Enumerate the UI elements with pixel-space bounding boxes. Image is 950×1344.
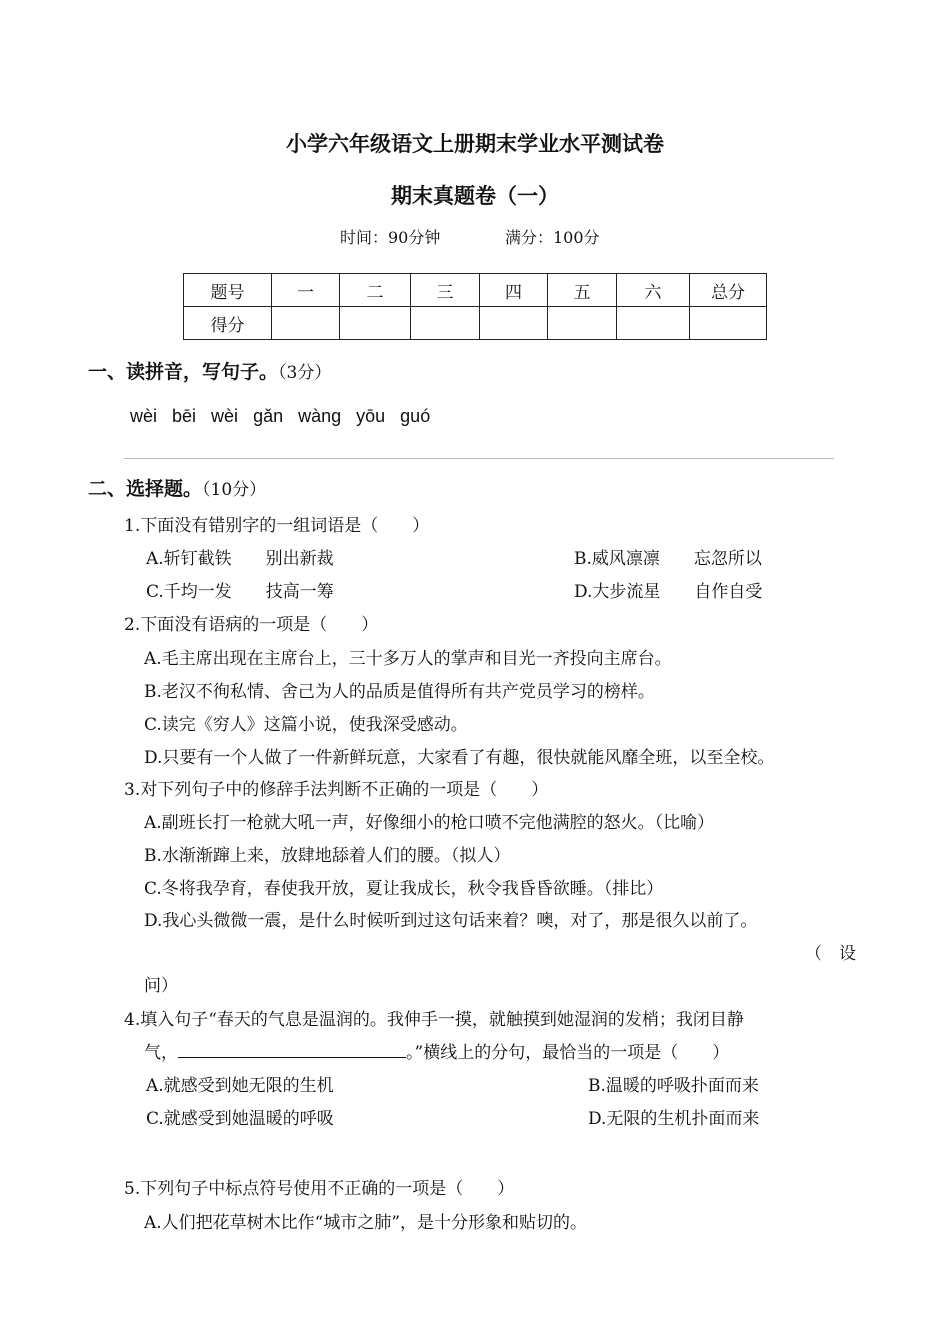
exam-title: 小学六年级语文上册期末学业水平测试卷	[286, 132, 664, 156]
question-3-stem: 3.对下列句子中的修辞手法判断不正确的一项是（ ）	[124, 780, 549, 800]
exam-full-score: 满分：100分	[505, 228, 600, 247]
score-cell-1[interactable]	[272, 307, 340, 340]
score-cell-3[interactable]	[411, 307, 480, 340]
q4-stem-suffix: 。”横线上的分句，最恰当的一项是（ ）	[406, 1043, 730, 1063]
q1-option-d: D.大步流星 自作自受	[574, 582, 763, 602]
score-header-cell: 一	[272, 274, 340, 307]
score-cell-2[interactable]	[340, 307, 411, 340]
section-2-title: 二、选择题。	[88, 478, 203, 500]
score-header-cell: 四	[480, 274, 548, 307]
q2-option-c: C.读完《穷人》这篇小说，使我深受感动。	[144, 715, 468, 735]
question-4-stem: 4.填入句子“春天的气息是温润的。我伸手一摸，就触摸到她湿润的发梢；我闭目静	[124, 1010, 744, 1030]
section-1-heading	[88, 357, 331, 384]
q2-option-a: A.毛主席出现在主席台上，三十多万人的掌声和目光一齐投向主席台。	[144, 649, 672, 669]
section-1-points: （3分）	[278, 363, 332, 383]
score-cell-4[interactable]	[480, 307, 548, 340]
question-5-stem: 5.下列句子中标点符号使用不正确的一项是（ ）	[124, 1179, 515, 1199]
score-header-cell: 二	[340, 274, 411, 307]
pinyin-syllable: bēi	[172, 406, 197, 426]
score-header-cell: 六	[617, 274, 690, 307]
score-header-cell: 总分	[690, 274, 767, 307]
q3-option-c: C.冬将我孕育，春使我开放，夏让我成长，秋令我昏昏欲睡。（排比）	[144, 879, 664, 899]
exam-time: 时间：90分钟	[340, 228, 441, 247]
section-1-title: 一、读拼音，写句子。	[88, 361, 279, 383]
score-cell-5[interactable]	[548, 307, 617, 340]
q2-option-d: D.只要有一个人做了一件新鲜玩意，大家看了有趣，很快就能风靡全班，以至全校。	[144, 748, 775, 768]
question-2-stem: 2.下面没有语病的一项是（ ）	[124, 615, 379, 635]
score-table-score-row	[184, 307, 767, 340]
score-table-header-row	[184, 274, 767, 307]
score-header-cell: 三	[411, 274, 480, 307]
q3-option-b: B.水渐渐蹿上来，放肆地舔着人们的腰。（拟人）	[144, 846, 511, 866]
answer-line[interactable]	[124, 458, 834, 459]
pinyin-syllable: yōu	[356, 406, 386, 426]
question-4-stem-cont	[144, 1038, 729, 1063]
section-2-points: （10分）	[202, 480, 267, 500]
score-cell-total[interactable]	[690, 307, 767, 340]
q3-option-d: D.我心头微微一震，是什么时候听到过这句话来着？噢，对了，那是很久以前了。	[144, 911, 758, 931]
pinyin-syllable: wàng	[298, 406, 342, 426]
q1-option-b: B.威风凛凛 忘忽所以	[574, 549, 762, 569]
q2-option-b: B.老汉不徇私情、舍己为人的品质是值得所有共产党员学习的榜样。	[144, 682, 655, 702]
q3-option-d-tail-2: 问）	[144, 976, 178, 996]
q4-stem-prefix: 气，	[144, 1043, 178, 1063]
q1-option-a: A.斩钉截铁 别出新裁	[146, 549, 334, 569]
pinyin-syllable: gǎn	[253, 406, 284, 426]
score-header-cell: 题号	[184, 274, 272, 307]
pinyin-line	[130, 406, 445, 427]
q3-option-a: A.副班长打一枪就大吼一声，好像细小的枪口喷不完他满腔的怒火。（比喻）	[144, 813, 715, 833]
q4-option-c: C.就感受到她温暖的呼吸	[146, 1109, 334, 1129]
score-row-label: 得分	[184, 307, 272, 340]
question-1-stem: 1.下面没有错别字的一组词语是（ ）	[124, 516, 430, 536]
pinyin-syllable: wèi	[130, 406, 158, 426]
exam-subtitle: 期末真题卷（一）	[391, 184, 559, 208]
q5-option-a: A.人们把花草树木比作“城市之肺”，是十分形象和贴切的。	[144, 1213, 588, 1233]
q4-fill-blank[interactable]	[178, 1043, 406, 1058]
q4-option-d: D.无限的生机扑面而来	[588, 1109, 760, 1129]
score-table	[183, 273, 767, 340]
q1-option-c: C.千均一发 技高一筹	[146, 582, 334, 602]
section-2-heading	[88, 474, 266, 501]
score-cell-6[interactable]	[617, 307, 690, 340]
score-header-cell: 五	[548, 274, 617, 307]
pinyin-syllable: wèi	[211, 406, 239, 426]
q4-option-a: A.就感受到她无限的生机	[146, 1076, 334, 1096]
pinyin-syllable: guó	[400, 406, 431, 426]
q3-option-d-tail: （ 设	[805, 944, 856, 964]
q4-option-b: B.温暖的呼吸扑面而来	[588, 1076, 759, 1096]
